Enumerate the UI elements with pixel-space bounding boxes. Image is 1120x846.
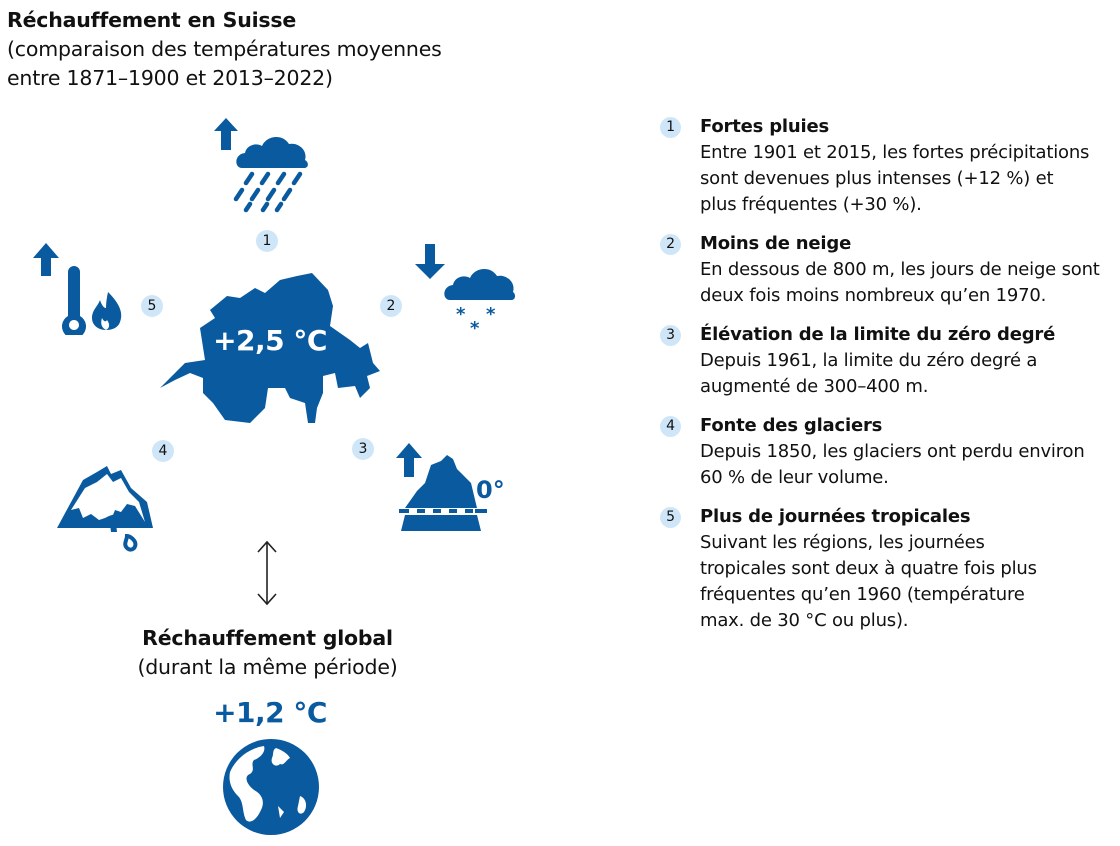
diagram-title-block — [7, 6, 442, 93]
badge-4: 4 — [152, 440, 174, 462]
legend-badge-1: 1 — [660, 117, 681, 138]
legend-badge-2: 2 — [660, 234, 681, 255]
arrow-down-icon — [415, 244, 445, 279]
legend-heading-2: Moins de neige — [700, 233, 852, 254]
arrow-up-icon — [33, 243, 59, 276]
legend-badge-5: 5 — [660, 507, 681, 528]
switzerland-temperature-value: +2,5 °C — [213, 324, 327, 357]
diagram-subtitle-line2: entre 1871–1900 et 2013–2022) — [7, 66, 333, 90]
badge-3: 3 — [352, 438, 374, 460]
heavy-rain-cloud-icon — [212, 118, 317, 218]
legend-heading-3: Élévation de la limite du zéro degré — [700, 324, 1056, 345]
global-temperature-value: +1,2 °C — [213, 696, 327, 729]
legend-badge-3: 3 — [660, 325, 681, 346]
snow-cloud-icon — [412, 244, 522, 334]
svg-text:*: * — [486, 304, 496, 325]
global-warming-subtitle: (durant la même période) — [137, 655, 398, 679]
legend-text-4: Depuis 1850, les glaciers ont perdu environ 60 % de leur volume. — [700, 441, 1085, 488]
globe-icon — [220, 736, 322, 838]
badge-1: 1 — [256, 230, 278, 252]
legend-item-4 — [660, 413, 1120, 491]
svg-text:*: * — [456, 304, 466, 325]
svg-text:*: * — [470, 318, 480, 334]
legend-item-5 — [660, 504, 1120, 634]
legend-text-1: Entre 1901 et 2015, les fortes précipitations sont devenues plus intenses (+12 %) et plus fréquentes (+30 %). — [700, 142, 1090, 215]
legend-heading-4: Fonte des glaciers — [700, 415, 883, 436]
legend-item-1 — [660, 114, 1120, 218]
zero-degree-label: 0° — [476, 476, 505, 504]
global-warming-title: Réchauffement global — [142, 626, 393, 650]
arrow-up-icon — [396, 443, 422, 477]
legend-item-3 — [660, 322, 1120, 400]
melting-glacier-icon — [55, 460, 155, 556]
legend-text-2: En dessous de 800 m, les jours de neige sont deux fois moins nombreux qu’en 1970. — [700, 259, 1100, 306]
legend-heading-5: Plus de journées tropicales — [700, 506, 971, 527]
legend-badge-4: 4 — [660, 416, 681, 437]
badge-5: 5 — [141, 295, 163, 317]
thermometer-fire-icon — [30, 240, 125, 335]
diagram-title: Réchauffement en Suisse — [7, 8, 297, 32]
legend-text-5: Suivant les régions, les journées tropicales sont deux à quatre fois plus fréquentes qu’en 1960 (température max. de 30 °C ou plus). — [700, 532, 1037, 631]
arrow-up-icon — [214, 118, 238, 150]
double-arrow-icon — [256, 540, 278, 606]
badge-2: 2 — [380, 295, 402, 317]
global-warming-title-block — [100, 624, 435, 682]
legend-heading-1: Fortes pluies — [700, 116, 829, 137]
legend — [660, 114, 1120, 647]
diagram-subtitle-line1: (comparaison des températures moyennes — [7, 37, 442, 61]
legend-item-2 — [660, 231, 1120, 309]
legend-text-3: Depuis 1961, la limite du zéro degré a augmenté de 300–400 m. — [700, 350, 1038, 397]
